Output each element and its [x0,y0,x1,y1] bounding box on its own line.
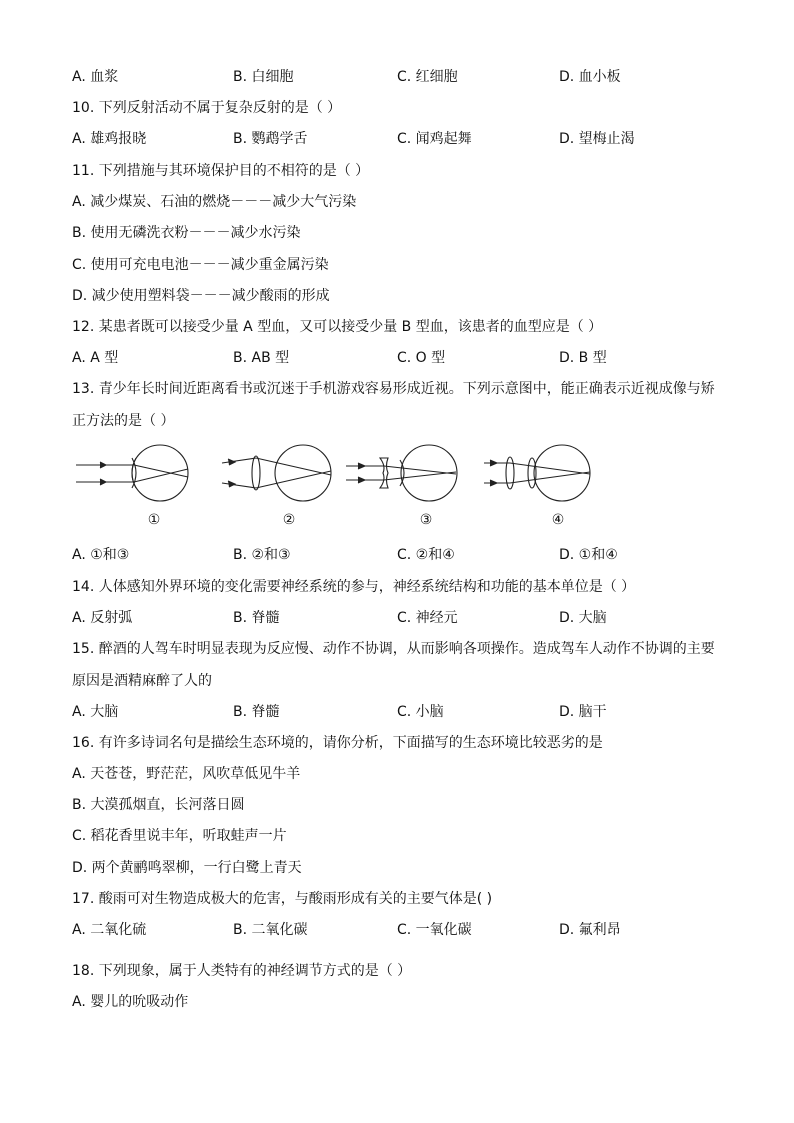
q12-option-a: A. A 型 [72,350,119,366]
q10-option-c: C. 闻鸡起舞 [397,131,472,147]
q17-option-a: A. 二氧化硫 [72,922,147,938]
q11-option-d: D. 减少使用塑料袋－－－减少酸雨的形成 [72,288,330,304]
q9-option-d: D. 血小板 [559,69,621,85]
q14-option-b: B. 脊髓 [233,610,280,626]
q16-option-a: A. 天苍苍，野茫茫，风吹草低见牛羊 [72,766,301,782]
q11-option-a: A. 减少煤炭、石油的燃烧－－－减少大气污染 [72,194,357,210]
q16-option-c: C. 稻花香里说丰年，听取蛙声一片 [72,828,287,844]
q14-option-c: C. 神经元 [397,610,458,626]
q15-option-b: B. 脊髓 [233,704,280,720]
figure-label-2: ② [282,512,296,528]
q13-option-b: B. ②和③ [233,547,291,563]
q9-option-a: A. 血浆 [72,69,119,85]
q9-options [72,68,722,86]
q18-option-a: A. 婴儿的吮吸动作 [72,994,189,1010]
q13-stem-line2: 正方法的是（ ） [72,413,175,429]
eye-diagram-3 [342,436,472,510]
q15-option-d: D. 脑干 [559,704,607,720]
eye-diagram-1 [70,436,200,510]
q9-option-c: C. 红细胞 [397,69,458,85]
q18-stem: 18. 下列现象，属于人类特有的神经调节方式的是（ ） [72,963,412,979]
q17-stem: 17. 酸雨可对生物造成极大的危害，与酸雨形成有关的主要气体是( ) [72,891,493,907]
figure-label-4: ④ [551,512,565,528]
figure-label-3: ③ [419,512,433,528]
q11-option-b: B. 使用无磷洗衣粉－－－减少水污染 [72,225,301,241]
q15-options [72,703,722,721]
q12-option-d: D. B 型 [559,350,607,366]
eye-diagram-2 [218,436,348,510]
q17-options [72,921,722,939]
q12-option-c: C. O 型 [397,350,446,366]
q16-option-b: B. 大漠孤烟直，长河落日圆 [72,797,245,813]
q10-option-a: A. 雄鸡报晓 [72,131,147,147]
q10-option-b: B. 鹦鹉学舌 [233,131,308,147]
q13-option-c: C. ②和④ [397,547,455,563]
q12-options [72,349,722,367]
q10-option-d: D. 望梅止渴 [559,131,635,147]
q11-option-c: C. 使用可充电电池－－－减少重金属污染 [72,257,329,273]
q15-stem-line1: 15. 醉酒的人驾车时明显表现为反应慢、动作不协调，从而影响各项操作。造成驾车人动作不协调的主要 [72,641,715,657]
q14-stem: 14. 人体感知外界环境的变化需要神经系统的参与，神经系统结构和功能的基本单位是（ ） [72,579,636,595]
q15-stem-line2: 原因是酒精麻醉了人的 [72,673,212,689]
q12-stem: 12. 某患者既可以接受少量 A 型血，又可以接受少量 B 型血，该患者的血型应是（ ） [72,319,603,335]
q14-option-d: D. 大脑 [559,610,607,626]
eye-diagram-4 [480,436,610,510]
q17-option-d: D. 氟利昂 [559,922,621,938]
q13-option-a: A. ①和③ [72,547,130,563]
q14-option-a: A. 反射弧 [72,610,133,626]
eye-diagram-figure [70,436,610,536]
q17-option-c: C. 一氧化碳 [397,922,472,938]
q17-option-b: B. 二氧化碳 [233,922,308,938]
q9-option-b: B. 白细胞 [233,69,294,85]
figure-label-1: ① [147,512,161,528]
q12-option-b: B. AB 型 [233,350,290,366]
q15-option-a: A. 大脑 [72,704,119,720]
q13-stem-line1: 13. 青少年长时间近距离看书或沉迷于手机游戏容易形成近视。下列示意图中，能正确表示近视成像与矫 [72,381,715,397]
q10-options [72,130,722,148]
q13-option-d: D. ①和④ [559,547,618,563]
q11-stem: 11. 下列措施与其环境保护目的不相符的是（ ） [72,163,370,179]
q13-options [72,546,722,564]
q14-options [72,609,722,627]
q16-option-d: D. 两个黄鹂鸣翠柳，一行白鹭上青天 [72,860,302,876]
q15-option-c: C. 小脑 [397,704,444,720]
q16-stem: 16. 有许多诗词名句是描绘生态环境的，请你分析，下面描写的生态环境比较恶劣的是 [72,735,603,751]
q10-stem: 10. 下列反射活动不属于复杂反射的是（ ） [72,100,342,116]
